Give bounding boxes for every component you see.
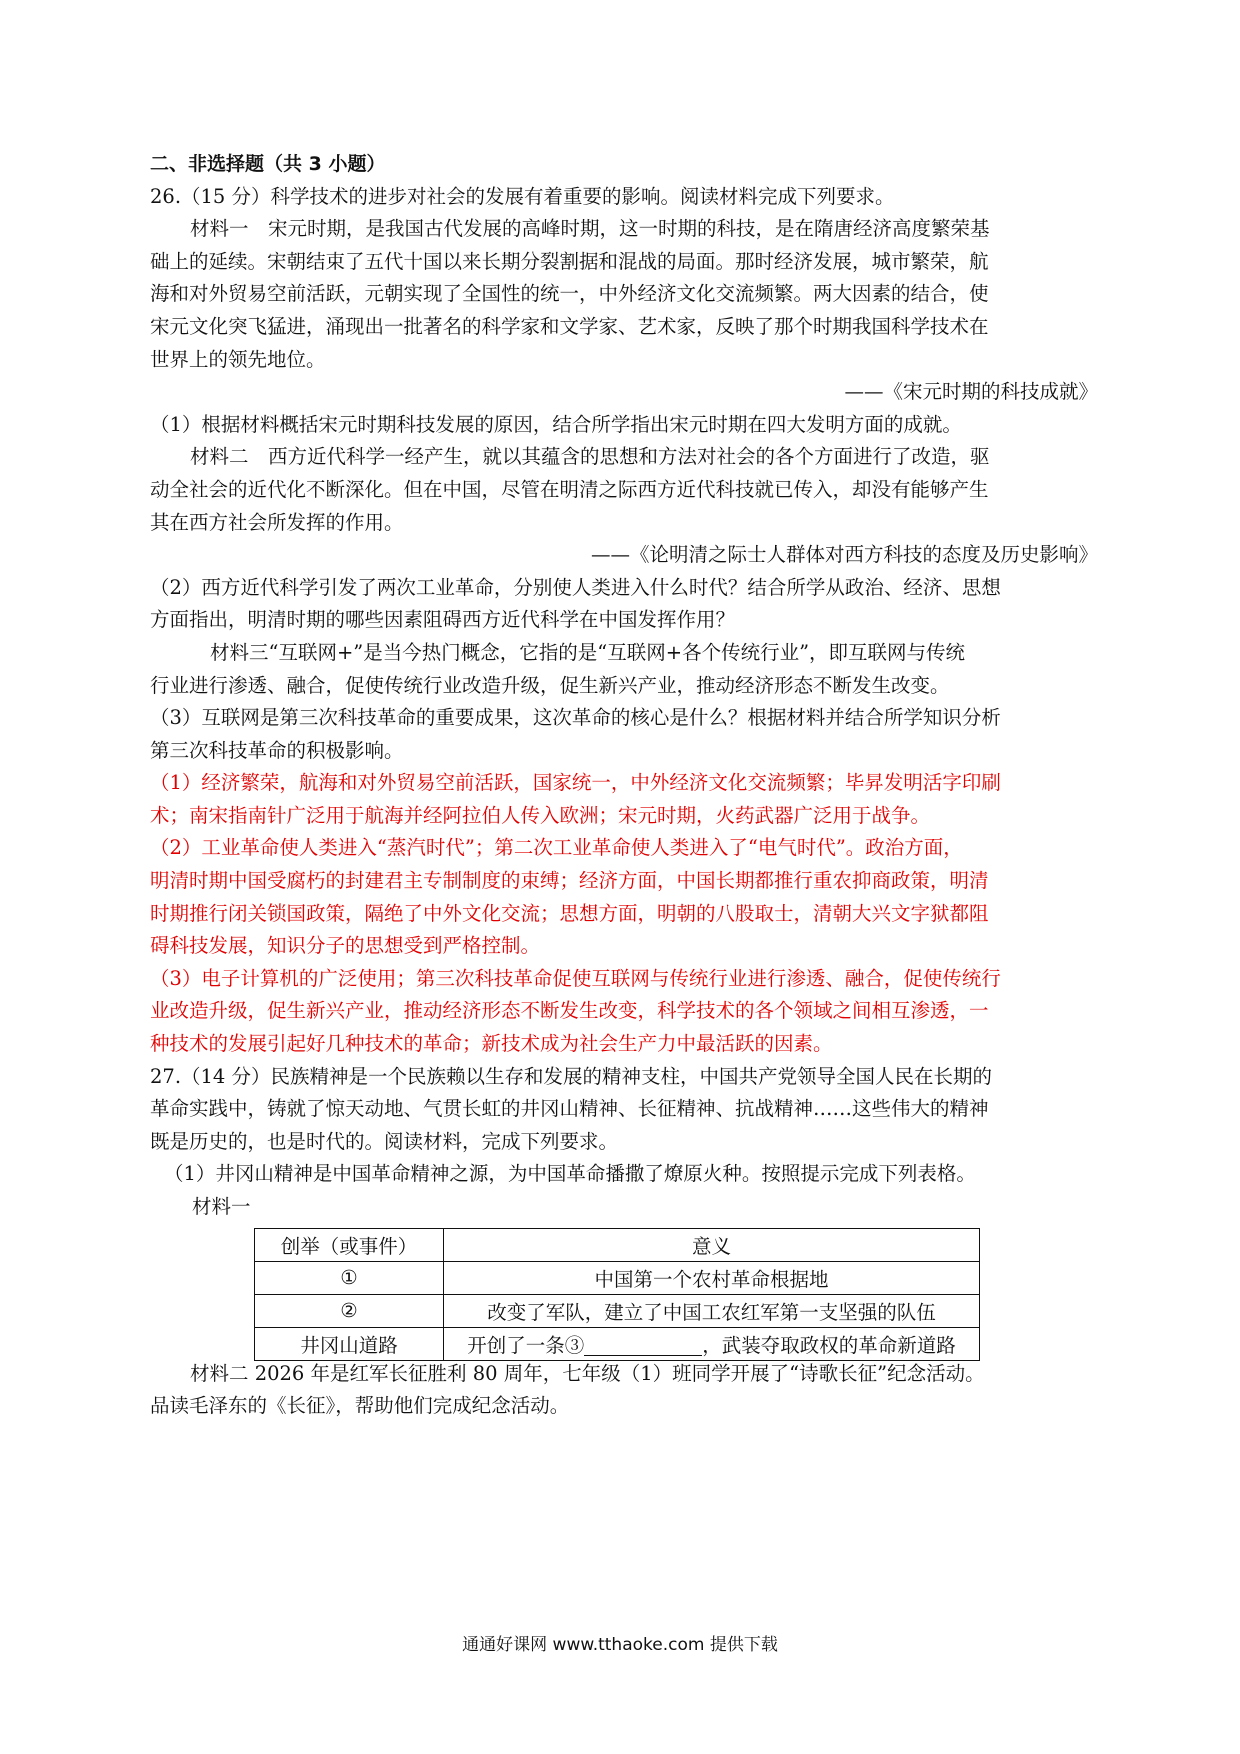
material-line: 材料一 宋元时期，是我国古代发展的高峰时期，这一时期的科技，是在隋唐经济高度繁荣基 <box>190 217 990 241</box>
q26-stem: 26.（15 分）科学技术的进步对社会的发展有着重要的影响。阅读材料完成下列要求。 <box>150 184 895 208</box>
q26-material2 <box>150 441 1098 539</box>
question-line: 27.（14 分）民族精神是一个民族赖以生存和发展的精神支柱，中国共产党领导全国人民在长期的 <box>150 1064 993 1088</box>
question-line: （3）互联网是第三次科技革命的重要成果，这次革命的核心是什么？根据材料并结合所学知识分析 <box>150 706 1001 730</box>
question-line: 第三次科技革命的积极影响。 <box>150 738 404 762</box>
q26-answer <box>150 767 1098 1060</box>
answer-line: 种技术的发展引起好几种技术的革命；新技术成为社会生产力中最活跃的因素。 <box>150 1032 833 1056</box>
material-line: 品读毛泽东的《长征》，帮助他们完成纪念活动。 <box>150 1394 570 1418</box>
q26-sub1: （1）根据材料概括宋元时期科技发展的原因，结合所学指出宋元时期在四大发明方面的成就。 <box>150 412 962 436</box>
q27-table <box>254 1228 980 1361</box>
q26-material2-source: ——《论明清之际士人群体对西方科技的态度及历史影响》 <box>590 543 1098 567</box>
table-cell: ① <box>255 1261 444 1294</box>
material-line: 材料二 西方近代科学一经产生，就以其蕴含的思想和方法对社会的各个方面进行了改造，驱 <box>190 445 990 469</box>
fill-in-suffix: ，武装夺取政权的革命新道路 <box>702 1333 956 1357</box>
material-line: 动全社会的近代化不断深化。但在中国，尽管在明清之际西方近代科技就已传入，却没有能够产生 <box>150 477 989 501</box>
answer-line: （2）工业革命使人类进入“蒸汽时代”；第二次工业革命使人类进入了“电气时代”。政治方面， <box>150 836 963 860</box>
q26-sub2 <box>150 572 1098 637</box>
q27-material2 <box>150 1358 1098 1423</box>
table-cell: 改变了军队，建立了中国工农红军第一支坚强的队伍 <box>444 1294 980 1327</box>
material-line: 海和对外贸易空前活跃，元朝实现了全国性的统一，中外经济文化交流频繁。两大因素的结合，使 <box>150 282 989 306</box>
exam-page <box>150 148 1098 1423</box>
question-line: 方面指出，明清时期的哪些因素阻碍西方近代科学在中国发挥作用？ <box>150 608 736 632</box>
answer-line: 业改造升级，促生新兴产业，推动经济形态不断发生改变，科学技术的各个领域之间相互渗透，一 <box>150 999 989 1023</box>
table-cell: 中国第一个农村革命根据地 <box>444 1261 980 1294</box>
material-line: 行业进行渗透、融合，促使传统行业改造升级，促生新兴产业，推动经济形态不断发生改变。 <box>150 673 950 697</box>
table-cell: 井冈山道路 <box>255 1327 444 1360</box>
q26-sub3 <box>150 702 1098 767</box>
table-cell: ② <box>255 1294 444 1327</box>
answer-line: （3）电子计算机的广泛使用；第三次科技革命促使互联网与传统行业进行渗透、融合，促使传统行 <box>150 966 1001 990</box>
table-row <box>255 1294 980 1327</box>
material-line: 世界上的领先地位。 <box>150 347 326 371</box>
answer-line: （1）经济繁荣，航海和对外贸易空前活跃，国家统一，中外经济文化交流频繁；毕昇发明活字印刷 <box>150 771 1001 795</box>
table-header-row <box>255 1228 980 1261</box>
material-line: 材料三“互联网+”是当今热门概念，它指的是“互联网+各个传统行业”，即互联网与传统 <box>210 640 966 664</box>
table-header-cell: 意义 <box>444 1228 980 1261</box>
table-row <box>255 1261 980 1294</box>
q27-table-wrap <box>150 1224 1098 1358</box>
material-line: 宋元文化突飞猛进，涌现出一批著名的科学家和文学家、艺术家，反映了那个时期我国科学技术在 <box>150 314 989 338</box>
q27-stem <box>150 1061 1098 1159</box>
question-line: 既是历史的，也是时代的。阅读材料，完成下列要求。 <box>150 1129 619 1153</box>
section-title: 二、非选择题（共 3 小题） <box>150 153 386 175</box>
q27-sub1: （1）井冈山精神是中国革命精神之源，为中国革命播撒了燎原火种。按照提示完成下列表格。 <box>164 1162 976 1186</box>
table-cell-fill-in <box>444 1327 980 1360</box>
q27-material1-label: 材料一 <box>192 1195 251 1218</box>
table-row <box>255 1327 980 1360</box>
answer-blank[interactable] <box>584 1335 702 1356</box>
fill-in-prefix: 开创了一条③ <box>467 1333 585 1357</box>
answer-line: 时期推行闭关锁国政策，隔绝了中外文化交流；思想方面，明朝的八股取士，清朝大兴文字狱都阻 <box>150 901 989 925</box>
answer-line: 碍科技发展，知识分子的思想受到严格控制。 <box>150 934 541 958</box>
material-line: 础上的延续。宋朝结束了五代十国以来长期分裂割据和混战的局面。那时经济发展，城市繁荣，航 <box>150 249 989 273</box>
question-line: 革命实践中，铸就了惊天动地、气贯长虹的井冈山精神、长征精神、抗战精神……这些伟大的精神 <box>150 1097 989 1121</box>
q26-material1-source: ——《宋元时期的科技成就》 <box>844 380 1098 404</box>
q26-material3 <box>150 637 1098 702</box>
question-line: （2）西方近代科学引发了两次工业革命，分别使人类进入什么时代？结合所学从政治、经济、思想 <box>150 575 1001 599</box>
answer-line: 明清时期中国受腐朽的封建君主专制制度的束缚；经济方面，中国长期都推行重农抑商政策，明清 <box>150 869 989 893</box>
footer-watermark: 通通好课网 www.tthaoke.com 提供下载 <box>462 1635 778 1655</box>
material-line: 材料二 2026 年是红军长征胜利 80 周年，七年级（1）班同学开展了“诗歌长征”纪念活动。 <box>190 1361 985 1385</box>
answer-line: 术；南宋指南针广泛用于航海并经阿拉伯人传入欧洲；宋元时期，火药武器广泛用于战争。 <box>150 803 931 827</box>
material-line: 其在西方社会所发挥的作用。 <box>150 510 404 534</box>
table-header-cell: 创举（或事件） <box>255 1228 444 1261</box>
q26-material1 <box>150 213 1098 376</box>
